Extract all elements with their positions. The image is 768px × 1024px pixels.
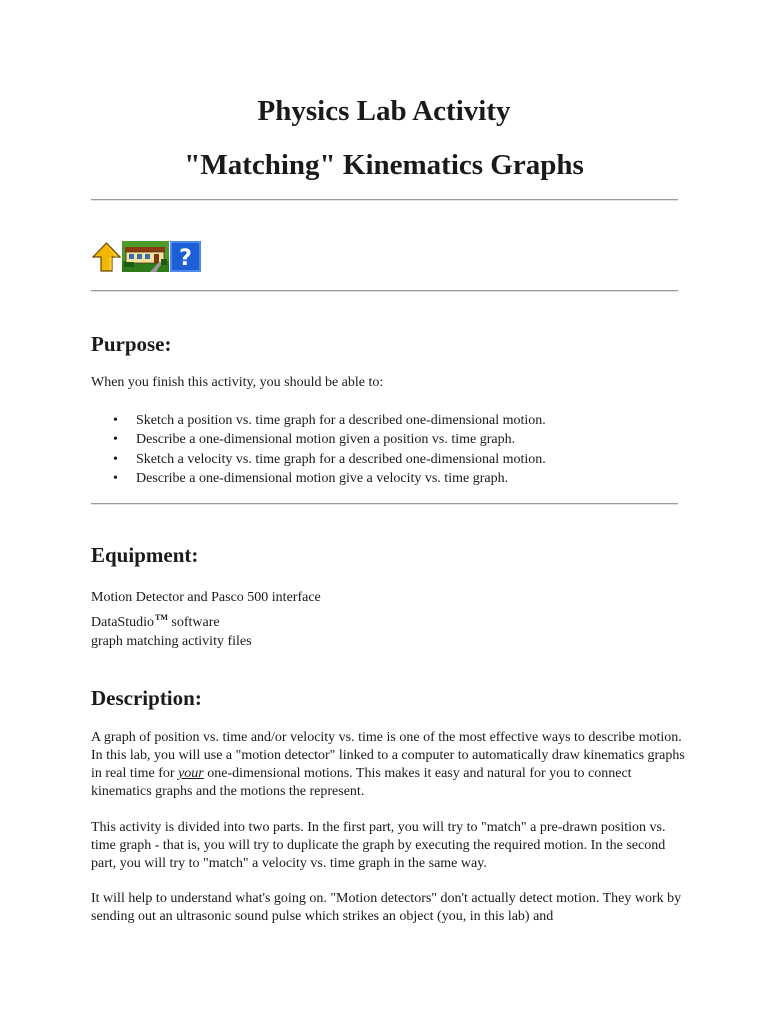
purpose-intro: When you finish this activity, you should be able to: (91, 375, 384, 390)
description-paragraph: This activity is divided into two parts. In the first part, you will try to "match" a pre-drawn position vs. time graph - that is, you will try to duplicate the graph by executing the required motion. In the second part, you will try to "match" a velocity vs. time graph in the same way. (91, 820, 666, 871)
equipment-software-suffix: software (167, 614, 220, 630)
up-arrow-icon[interactable] (92, 242, 121, 272)
equipment-item (91, 608, 321, 633)
list-item: • Describe a one-dimensional motion given a position vs. time graph. (91, 430, 546, 449)
home-icon[interactable] (122, 241, 169, 272)
list-item: • Sketch a velocity vs. time graph for a described one-dimensional motion. (91, 450, 546, 469)
help-glyph: ? (179, 246, 192, 271)
description-paragraph (91, 729, 691, 801)
list-item: • Describe a one-dimensional motion give a velocity vs. time graph. (91, 469, 546, 488)
page-title: Physics Lab Activity (257, 95, 511, 127)
equipment-software-name: DataStudio (91, 614, 154, 630)
horizontal-rule (91, 290, 678, 292)
page-subtitle: "Matching" Kinematics Graphs (184, 149, 584, 181)
emphasized-word: your (178, 766, 204, 781)
paragraph-text: one-dimensional motions. This makes it easy and natural for you to connect kinematics graphs and the motions the represent. (91, 766, 632, 799)
description-heading: Description: (91, 686, 202, 710)
equipment-item: graph matching activity files (91, 634, 252, 650)
equipment-heading: Equipment: (91, 543, 199, 567)
description-paragraph: It will help to understand what's going on. "Motion detectors" don't actually detect motion. They work by sending out an ultrasonic sound pulse which strikes an object (you, in this lab) and (91, 891, 682, 924)
equipment-list (91, 588, 321, 652)
equipment-item: Motion Detector and Pasco 500 interface (91, 590, 321, 605)
trademark-symbol: TM (155, 612, 168, 622)
purpose-heading: Purpose: (91, 332, 172, 356)
horizontal-rule (91, 199, 678, 201)
question-mark-icon[interactable] (170, 241, 201, 272)
purpose-list (91, 411, 546, 488)
horizontal-rule (91, 503, 678, 505)
paragraph-text: A graph of position vs. time and/or velocity vs. time is one of the most effective ways to describe motion. In this lab, you will use a "motion detector" linked to a computer to automatically draw kinematics graphs in real time for (91, 730, 685, 781)
list-item: • Sketch a position vs. time graph for a described one-dimensional motion. (91, 411, 546, 430)
navigation-bar (92, 240, 201, 272)
